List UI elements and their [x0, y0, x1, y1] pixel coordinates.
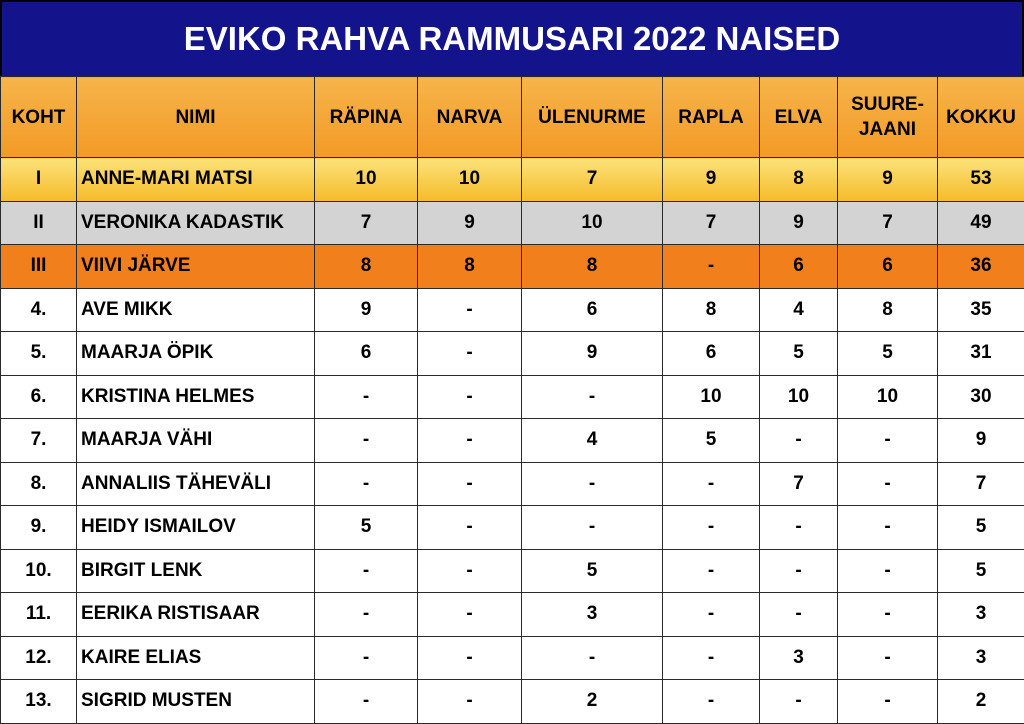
cell-rapla: - [663, 462, 760, 506]
cell-kokku: 3 [938, 636, 1024, 680]
cell-suurejaani: 7 [838, 201, 938, 245]
cell-rapina: - [315, 593, 418, 637]
cell-kokku: 53 [938, 158, 1024, 202]
column-header-suurejaani [838, 77, 938, 158]
table-row [1, 288, 1024, 332]
cell-nimi: VIIVI JÄRVE [77, 245, 315, 289]
cell-narva: - [418, 332, 522, 376]
cell-ulenurme: 2 [522, 680, 663, 724]
cell-nimi: ANNALIIS TÄHEVÄLI [77, 462, 315, 506]
column-header-koht: KOHT [1, 77, 77, 158]
cell-rapina: 5 [315, 506, 418, 550]
cell-koht: 6. [1, 375, 77, 419]
column-header-kokku: KOKKU [938, 77, 1024, 158]
cell-narva: - [418, 375, 522, 419]
cell-kokku: 35 [938, 288, 1024, 332]
cell-narva: - [418, 636, 522, 680]
cell-koht: 7. [1, 419, 77, 463]
cell-narva: - [418, 593, 522, 637]
cell-nimi: BIRGIT LENK [77, 549, 315, 593]
cell-elva: - [760, 419, 838, 463]
cell-narva: 10 [418, 158, 522, 202]
cell-suurejaani: 5 [838, 332, 938, 376]
cell-suurejaani: - [838, 549, 938, 593]
column-header-narva: NARVA [418, 77, 522, 158]
cell-rapla: 6 [663, 332, 760, 376]
cell-ulenurme: 9 [522, 332, 663, 376]
column-header-rapla: RAPLA [663, 77, 760, 158]
table-row [1, 462, 1024, 506]
table-row [1, 593, 1024, 637]
cell-elva: 3 [760, 636, 838, 680]
cell-rapina: 6 [315, 332, 418, 376]
cell-elva: 9 [760, 201, 838, 245]
cell-rapla: 7 [663, 201, 760, 245]
cell-ulenurme: 6 [522, 288, 663, 332]
cell-rapla: 9 [663, 158, 760, 202]
cell-nimi: KAIRE ELIAS [77, 636, 315, 680]
cell-rapla: - [663, 636, 760, 680]
cell-narva: - [418, 680, 522, 724]
cell-suurejaani: - [838, 419, 938, 463]
cell-kokku: 3 [938, 593, 1024, 637]
table-row [1, 158, 1024, 202]
cell-rapla: - [663, 680, 760, 724]
cell-narva: 8 [418, 245, 522, 289]
cell-rapla: 8 [663, 288, 760, 332]
cell-narva: - [418, 506, 522, 550]
cell-rapla: 5 [663, 419, 760, 463]
table-row [1, 636, 1024, 680]
table-row [1, 549, 1024, 593]
table-body [1, 158, 1024, 724]
column-header-ulenurme: ÜLENURME [522, 77, 663, 158]
cell-kokku: 7 [938, 462, 1024, 506]
cell-rapina: - [315, 419, 418, 463]
cell-rapina: - [315, 462, 418, 506]
column-header-rapina: RÄPINA [315, 77, 418, 158]
cell-ulenurme: - [522, 462, 663, 506]
cell-ulenurme: 10 [522, 201, 663, 245]
cell-rapina: 9 [315, 288, 418, 332]
cell-elva: - [760, 549, 838, 593]
cell-rapina: - [315, 636, 418, 680]
cell-narva: 9 [418, 201, 522, 245]
cell-rapla: - [663, 245, 760, 289]
cell-ulenurme: 5 [522, 549, 663, 593]
table-row [1, 506, 1024, 550]
cell-nimi: MAARJA ÖPIK [77, 332, 315, 376]
cell-rapina: - [315, 680, 418, 724]
cell-koht: 10. [1, 549, 77, 593]
cell-elva: - [760, 506, 838, 550]
cell-kokku: 5 [938, 549, 1024, 593]
cell-suurejaani: - [838, 506, 938, 550]
cell-rapla: - [663, 593, 760, 637]
cell-koht: III [1, 245, 77, 289]
cell-rapina: - [315, 375, 418, 419]
cell-kokku: 31 [938, 332, 1024, 376]
column-header-nimi: NIMI [77, 77, 315, 158]
cell-koht: 9. [1, 506, 77, 550]
cell-koht: 8. [1, 462, 77, 506]
cell-koht: 11. [1, 593, 77, 637]
cell-elva: 6 [760, 245, 838, 289]
cell-rapina: 7 [315, 201, 418, 245]
cell-nimi: AVE MIKK [77, 288, 315, 332]
cell-koht: 4. [1, 288, 77, 332]
cell-koht: I [1, 158, 77, 202]
cell-ulenurme: - [522, 506, 663, 550]
cell-suurejaani: - [838, 680, 938, 724]
column-header-elva: ELVA [760, 77, 838, 158]
cell-elva: 5 [760, 332, 838, 376]
cell-nimi: KRISTINA HELMES [77, 375, 315, 419]
column-header-suurejaani-line2: JAANI [859, 119, 916, 140]
cell-kokku: 36 [938, 245, 1024, 289]
cell-elva: 8 [760, 158, 838, 202]
cell-elva: 10 [760, 375, 838, 419]
cell-narva: - [418, 419, 522, 463]
cell-suurejaani: - [838, 636, 938, 680]
cell-koht: II [1, 201, 77, 245]
cell-nimi: HEIDY ISMAILOV [77, 506, 315, 550]
cell-nimi: EERIKA RISTISAAR [77, 593, 315, 637]
cell-nimi: VERONIKA KADASTIK [77, 201, 315, 245]
cell-ulenurme: 8 [522, 245, 663, 289]
cell-narva: - [418, 549, 522, 593]
cell-elva: 4 [760, 288, 838, 332]
cell-suurejaani: - [838, 462, 938, 506]
cell-kokku: 5 [938, 506, 1024, 550]
results-table [0, 76, 1024, 724]
cell-kokku: 30 [938, 375, 1024, 419]
cell-suurejaani: 8 [838, 288, 938, 332]
cell-koht: 12. [1, 636, 77, 680]
cell-koht: 5. [1, 332, 77, 376]
cell-rapla: - [663, 549, 760, 593]
cell-rapla: 10 [663, 375, 760, 419]
cell-rapina: 8 [315, 245, 418, 289]
cell-rapina: 10 [315, 158, 418, 202]
cell-elva: - [760, 680, 838, 724]
cell-suurejaani: 10 [838, 375, 938, 419]
cell-rapla: - [663, 506, 760, 550]
cell-narva: - [418, 462, 522, 506]
cell-koht: 13. [1, 680, 77, 724]
cell-ulenurme: 7 [522, 158, 663, 202]
header-row [1, 77, 1024, 158]
cell-ulenurme: - [522, 636, 663, 680]
cell-nimi: MAARJA VÄHI [77, 419, 315, 463]
cell-ulenurme: 3 [522, 593, 663, 637]
cell-suurejaani: - [838, 593, 938, 637]
cell-rapina: - [315, 549, 418, 593]
table-row [1, 245, 1024, 289]
cell-elva: - [760, 593, 838, 637]
cell-suurejaani: 9 [838, 158, 938, 202]
cell-kokku: 49 [938, 201, 1024, 245]
page-title: EVIKO RAHVA RAMMUSARI 2022 NAISED [0, 0, 1024, 76]
table-row [1, 419, 1024, 463]
cell-narva: - [418, 288, 522, 332]
cell-elva: 7 [760, 462, 838, 506]
table-row [1, 332, 1024, 376]
cell-kokku: 9 [938, 419, 1024, 463]
table-row [1, 201, 1024, 245]
cell-ulenurme: - [522, 375, 663, 419]
column-header-suurejaani-line1: SUURE- [851, 94, 924, 115]
cell-nimi: SIGRID MUSTEN [77, 680, 315, 724]
cell-kokku: 2 [938, 680, 1024, 724]
cell-suurejaani: 6 [838, 245, 938, 289]
cell-ulenurme: 4 [522, 419, 663, 463]
table-row [1, 375, 1024, 419]
table-row [1, 680, 1024, 724]
cell-nimi: ANNE-MARI MATSI [77, 158, 315, 202]
